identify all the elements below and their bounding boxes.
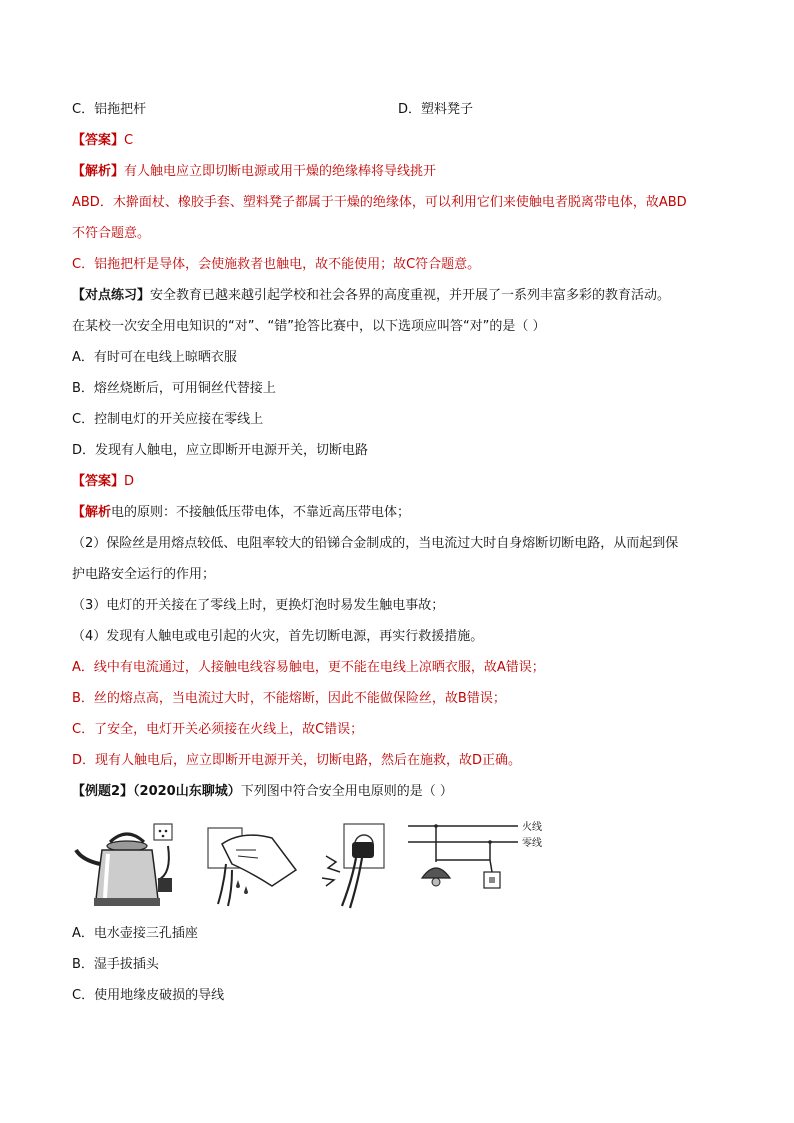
neutral-wire-label: 零线 — [522, 838, 542, 849]
circuit-figure — [408, 820, 558, 910]
analysis-2-option-a: A．线中有电流通过，人接触电线容易触电，更不能在电线上凉晒衣服，故A错误； — [72, 660, 545, 675]
option-d-prev: D．塑料凳子 — [398, 102, 474, 117]
practice-question — [72, 287, 670, 305]
analysis-2-option-b: B．丝的熔点高，当电流过大时，不能熔断，因此不能做保险丝，故B错误； — [72, 691, 506, 706]
analysis-2-option-c: C．了安全，电灯开关必须接在火线上，故C错误； — [72, 722, 364, 737]
analysis-text: 电的原则：不接触低压带电体，不靠近高压带电体； — [111, 505, 411, 520]
option-c-prev: C．铝拖把杆 — [72, 102, 147, 117]
example-2-option-b: B．湿手拔插头 — [72, 957, 159, 972]
example-2-option-a: A．电水壶接三孔插座 — [72, 926, 198, 941]
answer-value: C — [124, 133, 134, 148]
example-source: （2020山东聊城） — [133, 784, 241, 799]
answer-tag: 【答案】 — [72, 474, 125, 489]
practice-option-d: D．发现有人触电，应立即断开电源开关，切断电路 — [72, 443, 369, 458]
damaged-wire-figure — [312, 820, 402, 910]
analysis-1-line-1: ABD．木擀面杖、橡胶手套、塑料凳子都属于干燥的绝缘体，可以利用它们来使触电者脱离带电体，故ABD — [72, 195, 687, 210]
practice-tag: 【对点练习】 — [72, 288, 151, 303]
analysis-2-point-4: （4）发现有人触电或电引起的火灾，首先切断电源，再实行救援措施。 — [72, 629, 484, 644]
example-2-question — [72, 783, 453, 801]
practice-line-1: 安全教育已越来越引起学校和社会各界的高度重视，并开展了一系列丰富多彩的教育活动。 — [150, 288, 671, 303]
answer-tag: 【答案】 — [72, 133, 125, 148]
practice-option-b: B．熔丝烧断后，可用铜丝代替接上 — [72, 381, 276, 396]
analysis-2-heading — [72, 504, 410, 522]
live-wire-label: 火线 — [522, 822, 542, 833]
analysis-tag: 【解析 — [72, 505, 112, 520]
analysis-text: 有人触电应立即切断电源或用干燥的绝缘棒将导线挑开 — [124, 164, 437, 179]
example-2-option-c: C．使用地缘皮破损的导线 — [72, 988, 225, 1003]
analysis-1-line-3: C．铝拖把杆是导体，会使施救者也触电，故不能使用；故C符合题意。 — [72, 257, 481, 272]
practice-option-a: A．有时可在电线上晾晒衣服 — [72, 350, 237, 365]
example-2-figures — [72, 820, 562, 915]
example-tag: 【例题2】 — [72, 784, 134, 799]
analysis-1-line-2: 不符合题意。 — [72, 226, 151, 241]
answer-2 — [72, 473, 134, 491]
answer-1 — [72, 132, 133, 150]
example-question: 下列图中符合安全用电原则的是（ ） — [240, 784, 453, 799]
analysis-2-point-2b: 护电路安全运行的作用； — [72, 567, 216, 582]
analysis-2-point-3: （3）电灯的开关接在了零线上时，更换灯泡时易发生触电事故； — [72, 598, 445, 613]
analysis-2-option-d: D．现有人触电后，应立即断开电源开关，切断电路，然后在施救，故D正确。 — [72, 753, 522, 768]
analysis-2-point-2a: （2）保险丝是用熔点较低、电阻率较大的铅锑合金制成的，当电流过大时自身熔断切断电路，从而起到保 — [72, 536, 679, 551]
analysis-1-heading — [72, 163, 436, 181]
analysis-tag: 【解析】 — [72, 164, 125, 179]
practice-line-2: 在某校一次安全用电知识的“对”、“错”抢答比赛中，以下选项应叫答“对”的是（ ） — [72, 319, 546, 334]
kettle-figure — [72, 820, 182, 910]
wet-hand-figure — [202, 820, 302, 910]
answer-value: D — [124, 474, 135, 489]
practice-option-c: C．控制电灯的开关应接在零线上 — [72, 412, 264, 427]
